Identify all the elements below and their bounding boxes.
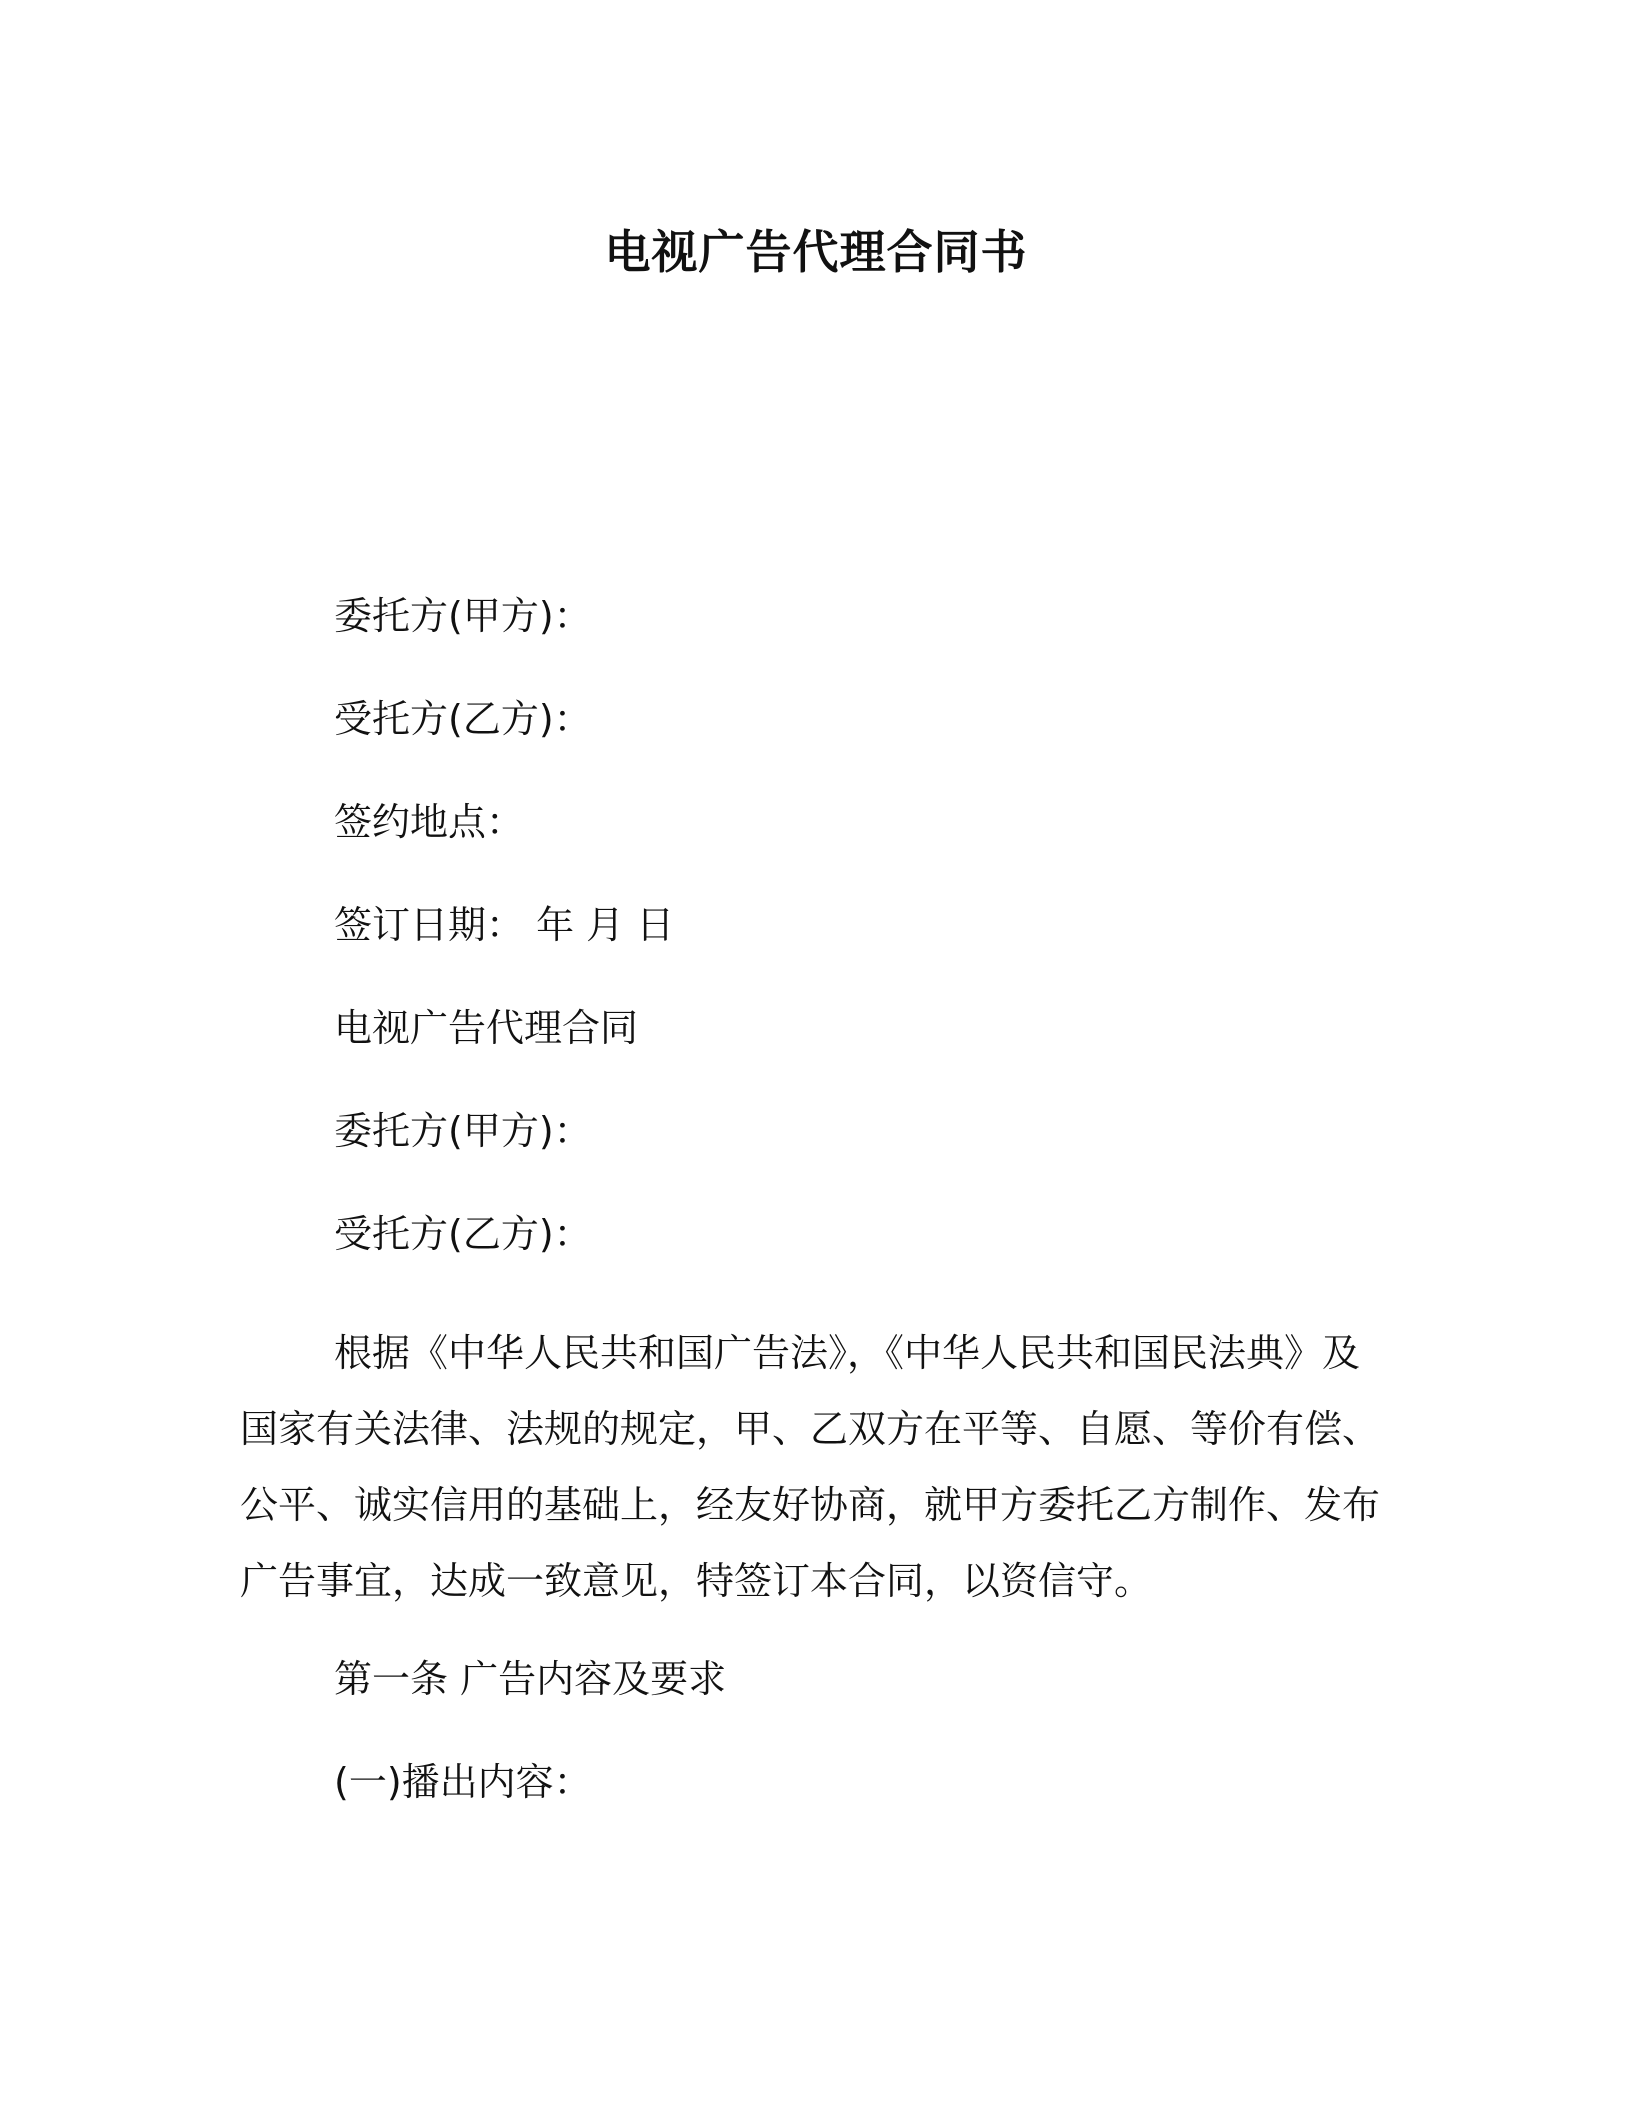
signing-location-label: 签约地点： bbox=[334, 800, 525, 844]
agent-party-b-label: 受托方(乙方)： bbox=[334, 697, 592, 741]
preamble-line-4: 广告事宜，达成一致意见，特签订本合同，以资信守。 bbox=[240, 1559, 1153, 1603]
client-party-a-label: 委托方(甲方)： bbox=[334, 594, 592, 638]
preamble-line-1: 根据《中华人民共和国广告法》，《中华人民共和国民法典》及 bbox=[334, 1331, 1361, 1375]
broadcast-content-item: (一)播出内容： bbox=[334, 1760, 592, 1804]
preamble-line-2: 国家有关法律、法规的规定，甲、乙双方在平等、自愿、等价有偿、 bbox=[240, 1407, 1381, 1451]
contract-subtitle: 电视广告代理合同 bbox=[334, 1006, 639, 1050]
document-title: 电视广告代理合同书 bbox=[604, 225, 1028, 279]
agent-party-b-label-repeat: 受托方(乙方)： bbox=[334, 1212, 592, 1256]
article-one-heading: 第一条 广告内容及要求 bbox=[334, 1657, 727, 1701]
client-party-a-label-repeat: 委托方(甲方)： bbox=[334, 1109, 592, 1153]
signing-date-label: 签订日期： 年 月 日 bbox=[334, 903, 675, 947]
preamble-line-3: 公平、诚实信用的基础上，经友好协商，就甲方委托乙方制作、发布 bbox=[240, 1483, 1381, 1527]
preamble-paragraph bbox=[240, 1315, 1381, 1619]
